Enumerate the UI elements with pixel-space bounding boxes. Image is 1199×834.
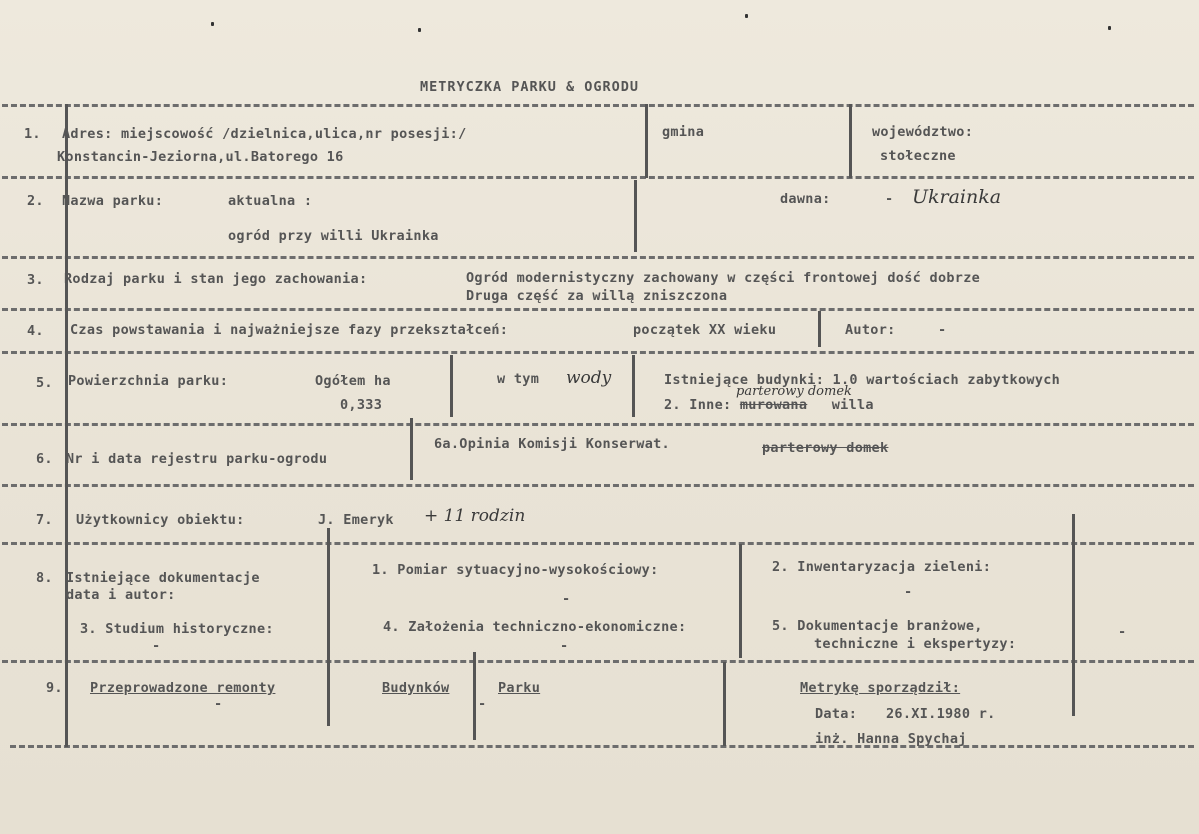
technical-assumptions-value: - [560,638,569,654]
park-name-current-label: aktualna : [228,193,313,209]
renovations-dash: - [214,696,223,712]
rule-5 [2,423,1194,426]
buildings-handwritten: parterowy domek [736,384,852,399]
author-value: - [938,322,947,338]
rule-r2 [634,180,637,252]
docs-label-line1: Istniejące dokumentacje [66,570,260,586]
renovations-label: Przeprowadzone remonty [90,680,276,696]
rule-4 [2,351,1194,354]
rule-r8-a [327,528,330,726]
branch-docs-label-line1: 5. Dokumentacje branżowe, [772,618,983,634]
rule-1 [2,176,1194,179]
renovations-park-dash: - [478,696,487,712]
paper-speck [745,14,748,18]
area-water-label: w tym [497,371,540,387]
rule-r9-a [473,652,476,740]
prepared-by-label: Metrykę sporządził: [800,680,961,696]
row-number: 5. [36,375,53,391]
card-title: METRYCZKA PARKU & OGRODU [420,79,640,95]
rule-r9-b [723,662,726,746]
rule-r1-b [849,104,852,178]
area-water-handwritten: wody [566,368,612,388]
users-value: J. Emeryk [318,512,394,528]
historical-study-value: - [152,638,161,654]
voivodeship-value: stołeczne [880,148,956,164]
users-label: Użytkownicy obiektu: [76,512,245,528]
address-label: Adres: miejscowość /dzielnica,ulica,nr posesji:/ [62,126,467,142]
buildings-line2-struck: murowana [739,397,808,413]
park-name-former-label: dawna: [780,191,831,207]
rule-r5-a [450,355,453,417]
rule-2 [2,256,1194,259]
row-number: 2. [27,193,44,209]
row-number: 6. [36,451,53,467]
rule-r4 [818,311,821,347]
row-number: 9. [46,680,63,696]
park-type-value-line2: Druga część za willą zniszczona [466,288,728,304]
rule-r6 [410,418,413,480]
rule-8 [2,660,1194,663]
park-name-former-dash: - [885,191,894,207]
park-name-current-value: ogród przy willi Ukrainka [228,228,439,244]
survey-value: - [562,591,571,607]
survey-label: 1. Pomiar sytuacyjno-wysokościowy: [372,562,659,578]
author-label: Autor: [845,322,896,338]
prepared-by-author: inż. Hanna Spychaj [815,731,967,747]
park-name-label: Nazwa parku: [62,193,164,209]
rule-r8-b [739,544,742,658]
register-label: Nr i data rejestru parku-ogrodu [66,451,328,467]
park-type-value-line1: Ogród modernistyczny zachowany w części frontowej dość dobrze [466,270,981,286]
date-label: Data: [815,706,858,722]
park-name-former-handwritten: Ukrainka [912,186,1002,208]
commission-struck-text: parterowy domek [762,440,889,456]
renovations-buildings-label: Budynków [382,680,450,696]
area-total-label: Ogółem ha [315,373,391,389]
row-number: 4. [27,323,44,339]
commission-opinion-label: 6a.Opinia Komisji Konserwat. [434,436,670,452]
row-number: 8. [36,570,53,586]
voivodeship-label: województwo: [872,124,974,140]
rule-r8-c [1072,514,1075,716]
buildings-line2-suffix: willa [831,397,874,413]
rule-7 [2,542,1194,545]
phases-label: Czas powstawania i najważniejsze fazy przekształceń: [70,322,509,338]
row-number: 1. [24,126,41,142]
paper-speck [1108,26,1111,30]
technical-assumptions-label: 4. Założenia techniczno-ekonomiczne: [383,619,687,635]
rule-r5-b [632,355,635,417]
branch-docs-value: - [1118,624,1127,640]
greenery-inventory-value: - [904,584,913,600]
phases-value: początek XX wieku [633,322,777,338]
rule-3 [2,308,1194,311]
docs-label-line2: data i autor: [66,587,176,603]
row-number: 3. [27,272,44,288]
paper-speck [211,22,214,26]
date-value: 26.XI.1980 r. [886,706,996,722]
buildings-line2 [664,397,874,413]
users-handwritten: + 11 rodzin [424,506,526,526]
branch-docs-label-line2: techniczne i ekspertyzy: [814,636,1017,652]
area-label: Powierzchnia parku: [68,373,229,389]
gmina-label: gmina [662,124,705,140]
park-type-label: Rodzaj parku i stan jego zachowania: [64,271,368,287]
area-total-value: 0,333 [340,397,383,413]
rule-6 [2,484,1194,487]
rule-bottom [10,745,1194,748]
renovations-park-label: Parku [498,680,541,696]
rule-top [2,104,1194,107]
rule-r1-a [645,104,648,178]
buildings-line1: Istniejące budynki: 1.0 wartościach zabytkowych [664,372,1061,388]
historical-study-label: 3. Studium historyczne: [80,621,274,637]
paper-speck [418,28,421,32]
address-value: Konstancin-Jeziorna,ul.Batorego 16 [57,149,344,165]
row-number: 7. [36,512,53,528]
buildings-line2-prefix: 2. Inne: [664,397,732,413]
greenery-inventory-label: 2. Inwentaryzacja zieleni: [772,559,992,575]
